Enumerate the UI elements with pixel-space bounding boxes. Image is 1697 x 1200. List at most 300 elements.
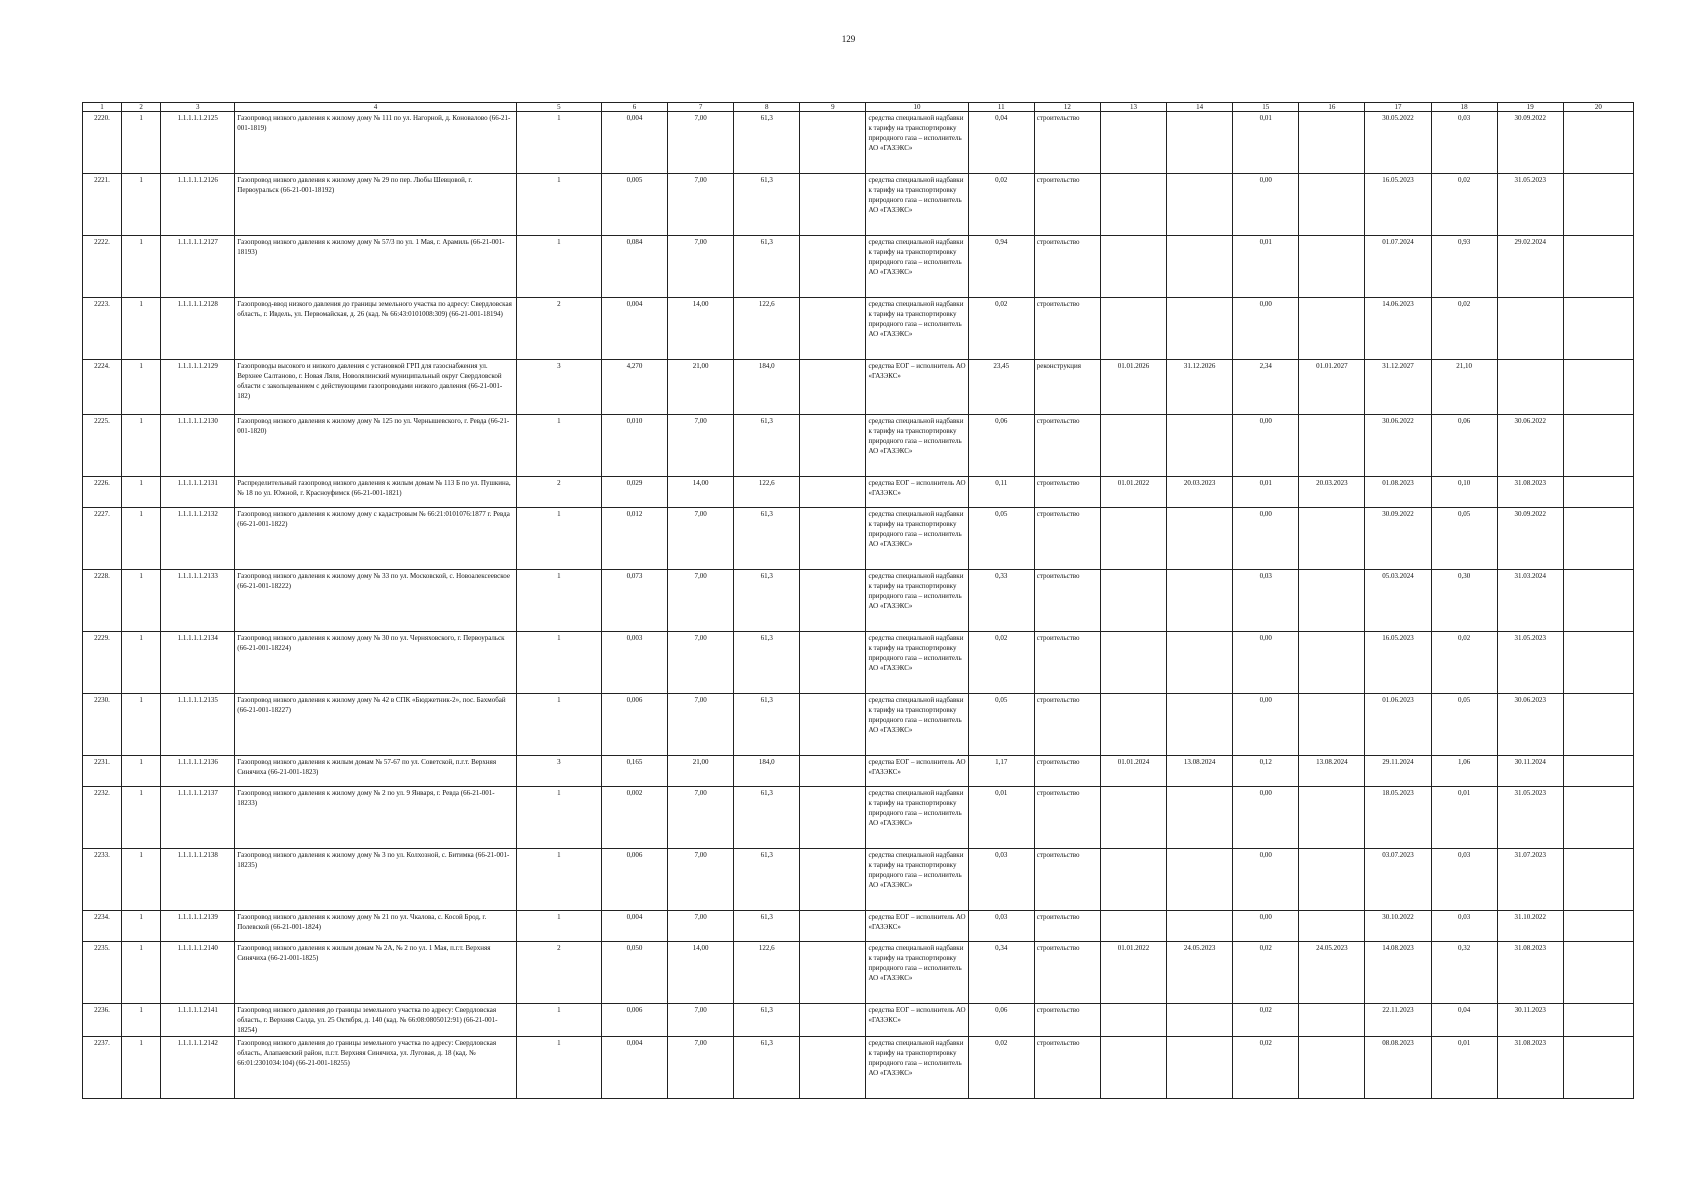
table-cell-col-15: 2,34 [1233, 360, 1299, 415]
table-cell-col-16 [1299, 911, 1365, 942]
column-header-13: 13 [1100, 103, 1166, 112]
table-cell-col-8: 61,3 [734, 787, 800, 849]
table-cell-col-12: строительство [1034, 694, 1100, 756]
table-cell-col-20 [1563, 942, 1633, 1004]
table-cell-col-20 [1563, 360, 1633, 415]
table-cell-col-1: 2235. [83, 942, 122, 1004]
table-row [83, 1004, 1634, 1037]
table-cell-col-14 [1167, 849, 1233, 911]
table-cell-col-19: 31.08.2023 [1497, 942, 1563, 1004]
table-cell-col-10: средства ЕОГ – исполнитель АО «ГАЗЭКС» [866, 477, 968, 508]
table-row [83, 849, 1634, 911]
table-row [83, 694, 1634, 756]
column-header-3: 3 [161, 103, 235, 112]
table-cell-col-13 [1100, 570, 1166, 632]
table-cell-col-17: 18.05.2023 [1365, 787, 1431, 849]
table-cell-col-20 [1563, 236, 1633, 298]
table-cell-col-8: 61,3 [734, 112, 800, 174]
table-cell-col-9 [800, 112, 866, 174]
table-cell-col-18: 21,10 [1431, 360, 1497, 415]
table-cell-col-9 [800, 236, 866, 298]
table-cell-col-20 [1563, 477, 1633, 508]
table-cell-col-9 [800, 415, 866, 477]
table-cell-col-2: 1 [122, 112, 161, 174]
table-cell-col-2: 1 [122, 756, 161, 787]
column-header-17: 17 [1365, 103, 1431, 112]
table-row [83, 942, 1634, 1004]
table-cell-col-17: 30.06.2022 [1365, 415, 1431, 477]
table-cell-col-9 [800, 174, 866, 236]
table-cell-col-12: строительство [1034, 112, 1100, 174]
page-number: 129 [841, 34, 856, 44]
table-cell-col-20 [1563, 570, 1633, 632]
table-cell-col-18: 0,32 [1431, 942, 1497, 1004]
table-cell-col-20 [1563, 415, 1633, 477]
table-cell-col-6: 0,005 [601, 174, 667, 236]
table-cell-col-18: 0,10 [1431, 477, 1497, 508]
table-cell-col-8: 61,3 [734, 236, 800, 298]
table-body [83, 112, 1634, 1099]
table-cell-col-8: 61,3 [734, 849, 800, 911]
table-cell-col-12: реконструкция [1034, 360, 1100, 415]
table-cell-col-13 [1100, 1004, 1166, 1037]
table-cell-col-4: Газопровод низкого давления к жилому дому № 2 по ул. 9 Января, г. Ревда (66-21-001-18233) [235, 787, 517, 849]
table-cell-col-6: 0,050 [601, 942, 667, 1004]
table-cell-col-17: 31.12.2027 [1365, 360, 1431, 415]
table-cell-col-12: строительство [1034, 849, 1100, 911]
table-cell-col-13 [1100, 787, 1166, 849]
table-cell-col-3: 1.1.1.1.1.2139 [161, 911, 235, 942]
table-cell-col-20 [1563, 911, 1633, 942]
table-cell-col-17: 01.08.2023 [1365, 477, 1431, 508]
table-cell-col-1: 2226. [83, 477, 122, 508]
table-cell-col-8: 122,6 [734, 298, 800, 360]
table-cell-col-15: 0,00 [1233, 911, 1299, 942]
table-cell-col-5: 3 [516, 360, 601, 415]
table-cell-col-16: 24.05.2023 [1299, 942, 1365, 1004]
table-cell-col-11: 0,11 [968, 477, 1034, 508]
table-cell-col-19: 30.06.2023 [1497, 694, 1563, 756]
table-cell-col-2: 1 [122, 694, 161, 756]
table-cell-col-13 [1100, 415, 1166, 477]
table-cell-col-10: средства специальной надбавки к тарифу на транспортировку природного газа – исполнитель АО «ГАЗЭКС» [866, 1037, 968, 1099]
table-cell-col-4: Газопровод низкого давления к жилому дому № 125 по ул. Чернышевского, г. Ревда (66-21-001-1820) [235, 415, 517, 477]
table-cell-col-6: 0,012 [601, 508, 667, 570]
table-cell-col-20 [1563, 298, 1633, 360]
table-cell-col-11: 0,02 [968, 1037, 1034, 1099]
table-cell-col-5: 1 [516, 508, 601, 570]
table-cell-col-10: средства специальной надбавки к тарифу на транспортировку природного газа – исполнитель АО «ГАЗЭКС» [866, 849, 968, 911]
table-cell-col-4: Газопровод низкого давления к жилому дому № 3 по ул. Колхозной, с. Битимка (66-21-001-18235) [235, 849, 517, 911]
table-cell-col-7: 7,00 [668, 787, 734, 849]
table-cell-col-3: 1.1.1.1.1.2133 [161, 570, 235, 632]
table-cell-col-13 [1100, 298, 1166, 360]
table-cell-col-17: 03.07.2023 [1365, 849, 1431, 911]
table-cell-col-11: 1,17 [968, 756, 1034, 787]
table-cell-col-9 [800, 1037, 866, 1099]
table-cell-col-3: 1.1.1.1.1.2136 [161, 756, 235, 787]
table-cell-col-15: 0,00 [1233, 508, 1299, 570]
table-cell-col-11: 0,03 [968, 849, 1034, 911]
table-cell-col-2: 1 [122, 849, 161, 911]
table-cell-col-16 [1299, 1037, 1365, 1099]
table-cell-col-8: 184,0 [734, 360, 800, 415]
table-cell-col-17: 30.09.2022 [1365, 508, 1431, 570]
table-cell-col-3: 1.1.1.1.1.2128 [161, 298, 235, 360]
table-cell-col-11: 0,33 [968, 570, 1034, 632]
table-cell-col-18: 0,01 [1431, 787, 1497, 849]
table-cell-col-14: 24.05.2023 [1167, 942, 1233, 1004]
table-cell-col-10: средства специальной надбавки к тарифу на транспортировку природного газа – исполнитель АО «ГАЗЭКС» [866, 570, 968, 632]
table-cell-col-8: 61,3 [734, 1004, 800, 1037]
table-row [83, 508, 1634, 570]
table-cell-col-20 [1563, 1004, 1633, 1037]
table-row [83, 112, 1634, 174]
table-cell-col-1: 2229. [83, 632, 122, 694]
table-cell-col-14 [1167, 298, 1233, 360]
table-cell-col-20 [1563, 508, 1633, 570]
table-cell-col-19: 31.10.2022 [1497, 911, 1563, 942]
table-cell-col-14 [1167, 112, 1233, 174]
table-cell-col-13: 01.01.2022 [1100, 942, 1166, 1004]
table-cell-col-19: 30.09.2022 [1497, 112, 1563, 174]
table-cell-col-9 [800, 756, 866, 787]
table-cell-col-5: 1 [516, 415, 601, 477]
table-cell-col-15: 0,00 [1233, 849, 1299, 911]
table-cell-col-6: 0,004 [601, 298, 667, 360]
table-cell-col-12: строительство [1034, 570, 1100, 632]
table-cell-col-15: 0,00 [1233, 415, 1299, 477]
table-cell-col-4: Газопровод низкого давления к жилому дому № 42 в СПК «Бюджетник-2», пос. Бахмобай (66-21-001-18227) [235, 694, 517, 756]
table-cell-col-19: 31.07.2023 [1497, 849, 1563, 911]
table-cell-col-11: 0,06 [968, 415, 1034, 477]
table-cell-col-12: строительство [1034, 174, 1100, 236]
table-cell-col-11: 0,34 [968, 942, 1034, 1004]
table-cell-col-2: 1 [122, 787, 161, 849]
table-cell-col-6: 0,004 [601, 1037, 667, 1099]
table-cell-col-14 [1167, 415, 1233, 477]
table-row [83, 632, 1634, 694]
table-cell-col-16 [1299, 1004, 1365, 1037]
table-cell-col-2: 1 [122, 174, 161, 236]
table-cell-col-1: 2223. [83, 298, 122, 360]
table-cell-col-5: 1 [516, 236, 601, 298]
table-cell-col-14 [1167, 911, 1233, 942]
table-cell-col-12: строительство [1034, 632, 1100, 694]
table-cell-col-17: 16.05.2023 [1365, 632, 1431, 694]
table-cell-col-15: 0,03 [1233, 570, 1299, 632]
table-cell-col-2: 1 [122, 236, 161, 298]
table-cell-col-6: 0,006 [601, 694, 667, 756]
table-cell-col-19 [1497, 298, 1563, 360]
table-row [83, 570, 1634, 632]
table-cell-col-15: 0,01 [1233, 236, 1299, 298]
table-cell-col-16 [1299, 236, 1365, 298]
table-cell-col-18: 0,01 [1431, 1037, 1497, 1099]
table-cell-col-6: 0,029 [601, 477, 667, 508]
table-cell-col-7: 14,00 [668, 298, 734, 360]
table-cell-col-17: 30.10.2022 [1365, 911, 1431, 942]
table-cell-col-8: 61,3 [734, 694, 800, 756]
table-cell-col-20 [1563, 849, 1633, 911]
table-cell-col-10: средства специальной надбавки к тарифу на транспортировку природного газа – исполнитель АО «ГАЗЭКС» [866, 942, 968, 1004]
table-cell-col-10: средства специальной надбавки к тарифу на транспортировку природного газа – исполнитель АО «ГАЗЭКС» [866, 508, 968, 570]
table-cell-col-13 [1100, 911, 1166, 942]
table-cell-col-9 [800, 298, 866, 360]
table-cell-col-6: 0,006 [601, 1004, 667, 1037]
table-cell-col-14 [1167, 174, 1233, 236]
table-cell-col-13 [1100, 694, 1166, 756]
table-cell-col-9 [800, 570, 866, 632]
column-header-18: 18 [1431, 103, 1497, 112]
table-cell-col-5: 1 [516, 112, 601, 174]
table-cell-col-16 [1299, 632, 1365, 694]
column-header-10: 10 [866, 103, 968, 112]
table-cell-col-8: 122,6 [734, 477, 800, 508]
table-cell-col-10: средства специальной надбавки к тарифу на транспортировку природного газа – исполнитель АО «ГАЗЭКС» [866, 298, 968, 360]
table-cell-col-11: 0,05 [968, 694, 1034, 756]
table-cell-col-5: 1 [516, 632, 601, 694]
table-cell-col-16 [1299, 787, 1365, 849]
table-cell-col-3: 1.1.1.1.1.2126 [161, 174, 235, 236]
table-cell-col-8: 61,3 [734, 1037, 800, 1099]
table-cell-col-3: 1.1.1.1.1.2137 [161, 787, 235, 849]
table-cell-col-9 [800, 508, 866, 570]
table-cell-col-8: 61,3 [734, 911, 800, 942]
table-cell-col-4: Газопровод низкого давления к жилому дому № 30 по ул. Черняховского, г. Первоуральск (66-21-001-18224) [235, 632, 517, 694]
table-cell-col-14: 20.03.2023 [1167, 477, 1233, 508]
column-header-8: 8 [734, 103, 800, 112]
table-cell-col-14: 31.12.2026 [1167, 360, 1233, 415]
table-cell-col-5: 1 [516, 849, 601, 911]
table-cell-col-20 [1563, 174, 1633, 236]
table-row [83, 756, 1634, 787]
table-cell-col-10: средства ЕОГ – исполнитель АО «ГАЗЭКС» [866, 360, 968, 415]
table-cell-col-13: 01.01.2022 [1100, 477, 1166, 508]
table-cell-col-18: 0,30 [1431, 570, 1497, 632]
table-cell-col-1: 2224. [83, 360, 122, 415]
table-cell-col-6: 0,006 [601, 849, 667, 911]
table-cell-col-6: 0,004 [601, 911, 667, 942]
table-cell-col-11: 0,02 [968, 298, 1034, 360]
table-cell-col-2: 1 [122, 570, 161, 632]
table-cell-col-3: 1.1.1.1.1.2135 [161, 694, 235, 756]
table-cell-col-18: 1,06 [1431, 756, 1497, 787]
table-cell-col-16 [1299, 694, 1365, 756]
table-cell-col-12: строительство [1034, 415, 1100, 477]
table-cell-col-15: 0,12 [1233, 756, 1299, 787]
column-header-19: 19 [1497, 103, 1563, 112]
table-cell-col-15: 0,02 [1233, 1004, 1299, 1037]
table-cell-col-15: 0,01 [1233, 112, 1299, 174]
table-cell-col-5: 2 [516, 298, 601, 360]
column-header-7: 7 [668, 103, 734, 112]
table-cell-col-12: строительство [1034, 1004, 1100, 1037]
table-cell-col-2: 1 [122, 298, 161, 360]
column-header-20: 20 [1563, 103, 1633, 112]
table-cell-col-16 [1299, 298, 1365, 360]
column-header-4: 4 [235, 103, 517, 112]
table-cell-col-3: 1.1.1.1.1.2131 [161, 477, 235, 508]
table-cell-col-19: 30.11.2023 [1497, 1004, 1563, 1037]
table-cell-col-4: Газопровод-ввод низкого давления до границы земельного участка по адресу: Свердловская область, г. Ивдель, ул. Первомайская, д. 26 (кад. № 66:43:0101008:309) (66-21-001-18194) [235, 298, 517, 360]
table-cell-col-8: 122,6 [734, 942, 800, 1004]
table-cell-col-12: строительство [1034, 1037, 1100, 1099]
table-cell-col-12: строительство [1034, 477, 1100, 508]
table-cell-col-19: 31.08.2023 [1497, 477, 1563, 508]
table-cell-col-2: 1 [122, 632, 161, 694]
investment-program-table-container [82, 102, 1634, 1099]
table-cell-col-2: 1 [122, 508, 161, 570]
table-cell-col-16 [1299, 849, 1365, 911]
table-cell-col-7: 7,00 [668, 112, 734, 174]
table-cell-col-4: Газопровод низкого давления к жилому дому № 21 по ул. Чкалова, с. Косой Брод, г. Полевской (66-21-001-1824) [235, 911, 517, 942]
table-cell-col-14 [1167, 632, 1233, 694]
table-cell-col-10: средства ЕОГ – исполнитель АО «ГАЗЭКС» [866, 756, 968, 787]
table-cell-col-18: 0,93 [1431, 236, 1497, 298]
table-cell-col-3: 1.1.1.1.1.2138 [161, 849, 235, 911]
table-cell-col-1: 2236. [83, 1004, 122, 1037]
table-cell-col-1: 2237. [83, 1037, 122, 1099]
column-header-12: 12 [1034, 103, 1100, 112]
table-cell-col-8: 184,0 [734, 756, 800, 787]
table-cell-col-15: 0,02 [1233, 942, 1299, 1004]
table-cell-col-14 [1167, 694, 1233, 756]
table-row [83, 415, 1634, 477]
table-cell-col-17: 01.06.2023 [1365, 694, 1431, 756]
table-cell-col-6: 0,003 [601, 632, 667, 694]
table-cell-col-18: 0,03 [1431, 112, 1497, 174]
table-cell-col-12: строительство [1034, 787, 1100, 849]
column-header-2: 2 [122, 103, 161, 112]
table-cell-col-17: 14.06.2023 [1365, 298, 1431, 360]
table-cell-col-11: 0,94 [968, 236, 1034, 298]
table-cell-col-9 [800, 632, 866, 694]
table-cell-col-8: 61,3 [734, 632, 800, 694]
header-row [83, 103, 1634, 112]
table-cell-col-1: 2232. [83, 787, 122, 849]
table-cell-col-5: 1 [516, 694, 601, 756]
table-cell-col-4: Газопровод низкого давления до границы земельного участка по адресу: Свердловская область, г. Верхняя Салда, ул. 25 Октября, д. 140 (кад. № 66:08:0805012:91) (66-21-001-18254) [235, 1004, 517, 1037]
table-cell-col-17: 29.11.2024 [1365, 756, 1431, 787]
table-cell-col-7: 7,00 [668, 849, 734, 911]
table-cell-col-7: 7,00 [668, 415, 734, 477]
table-cell-col-8: 61,3 [734, 415, 800, 477]
table-cell-col-11: 0,06 [968, 1004, 1034, 1037]
table-cell-col-3: 1.1.1.1.1.2134 [161, 632, 235, 694]
table-cell-col-6: 4,270 [601, 360, 667, 415]
table-cell-col-14: 13.08.2024 [1167, 756, 1233, 787]
table-cell-col-10: средства специальной надбавки к тарифу на транспортировку природного газа – исполнитель АО «ГАЗЭКС» [866, 415, 968, 477]
table-cell-col-18: 0,02 [1431, 632, 1497, 694]
table-cell-col-7: 7,00 [668, 508, 734, 570]
table-cell-col-8: 61,3 [734, 508, 800, 570]
table-cell-col-1: 2227. [83, 508, 122, 570]
table-cell-col-18: 0,06 [1431, 415, 1497, 477]
table-row [83, 1037, 1634, 1099]
table-cell-col-3: 1.1.1.1.1.2142 [161, 1037, 235, 1099]
table-cell-col-3: 1.1.1.1.1.2141 [161, 1004, 235, 1037]
column-header-16: 16 [1299, 103, 1365, 112]
table-cell-col-9 [800, 849, 866, 911]
table-cell-col-18: 0,05 [1431, 508, 1497, 570]
table-cell-col-11: 0,05 [968, 508, 1034, 570]
table-cell-col-7: 7,00 [668, 694, 734, 756]
table-row [83, 477, 1634, 508]
table-cell-col-1: 2225. [83, 415, 122, 477]
column-header-14: 14 [1167, 103, 1233, 112]
table-cell-col-19: 31.05.2023 [1497, 174, 1563, 236]
table-cell-col-10: средства ЕОГ – исполнитель АО «ГАЗЭКС» [866, 911, 968, 942]
table-cell-col-9 [800, 911, 866, 942]
table-cell-col-17: 14.08.2023 [1365, 942, 1431, 1004]
table-cell-col-20 [1563, 1037, 1633, 1099]
table-cell-col-10: средства специальной надбавки к тарифу на транспортировку природного газа – исполнитель АО «ГАЗЭКС» [866, 236, 968, 298]
table-cell-col-6: 0,073 [601, 570, 667, 632]
table-cell-col-5: 3 [516, 756, 601, 787]
table-cell-col-11: 0,03 [968, 911, 1034, 942]
table-cell-col-12: строительство [1034, 911, 1100, 942]
table-cell-col-13 [1100, 508, 1166, 570]
table-cell-col-16: 13.08.2024 [1299, 756, 1365, 787]
table-cell-col-7: 7,00 [668, 570, 734, 632]
table-cell-col-7: 21,00 [668, 360, 734, 415]
table-cell-col-13 [1100, 174, 1166, 236]
table-cell-col-13 [1100, 236, 1166, 298]
table-cell-col-3: 1.1.1.1.1.2130 [161, 415, 235, 477]
table-cell-col-13 [1100, 1037, 1166, 1099]
table-cell-col-15: 0,00 [1233, 694, 1299, 756]
table-cell-col-7: 7,00 [668, 1004, 734, 1037]
table-cell-col-11: 0,02 [968, 174, 1034, 236]
table-cell-col-2: 1 [122, 415, 161, 477]
table-cell-col-6: 0,084 [601, 236, 667, 298]
table-cell-col-4: Газопровод низкого давления к жилому дому № 29 по пер. Любы Шевцовой, г. Первоуральск (66-21-001-18192) [235, 174, 517, 236]
table-cell-col-15: 0,00 [1233, 298, 1299, 360]
table-cell-col-11: 0,02 [968, 632, 1034, 694]
table-cell-col-7: 21,00 [668, 756, 734, 787]
table-cell-col-16 [1299, 415, 1365, 477]
table-cell-col-1: 2228. [83, 570, 122, 632]
table-cell-col-11: 0,01 [968, 787, 1034, 849]
table-cell-col-4: Газопровод низкого давления к жилому дому с кадастровым № 66:21:0101076:1877 г. Ревда (66-21-001-1822) [235, 508, 517, 570]
table-cell-col-3: 1.1.1.1.1.2127 [161, 236, 235, 298]
table-cell-col-14 [1167, 508, 1233, 570]
table-cell-col-9 [800, 360, 866, 415]
table-cell-col-19: 31.03.2024 [1497, 570, 1563, 632]
table-cell-col-8: 61,3 [734, 570, 800, 632]
table-cell-col-2: 1 [122, 911, 161, 942]
table-cell-col-20 [1563, 756, 1633, 787]
table-cell-col-10: средства специальной надбавки к тарифу на транспортировку природного газа – исполнитель АО «ГАЗЭКС» [866, 787, 968, 849]
table-cell-col-13: 01.01.2024 [1100, 756, 1166, 787]
table-cell-col-7: 7,00 [668, 174, 734, 236]
table-cell-col-6: 0,004 [601, 112, 667, 174]
table-cell-col-16 [1299, 570, 1365, 632]
table-cell-col-9 [800, 477, 866, 508]
table-cell-col-19: 30.09.2022 [1497, 508, 1563, 570]
table-row [83, 174, 1634, 236]
table-cell-col-5: 1 [516, 174, 601, 236]
table-cell-col-14 [1167, 787, 1233, 849]
table-cell-col-2: 1 [122, 942, 161, 1004]
table-cell-col-12: строительство [1034, 236, 1100, 298]
table-cell-col-15: 0,00 [1233, 787, 1299, 849]
table-cell-col-7: 7,00 [668, 632, 734, 694]
table-row [83, 360, 1634, 415]
table-cell-col-17: 30.05.2022 [1365, 112, 1431, 174]
table-cell-col-12: строительство [1034, 942, 1100, 1004]
